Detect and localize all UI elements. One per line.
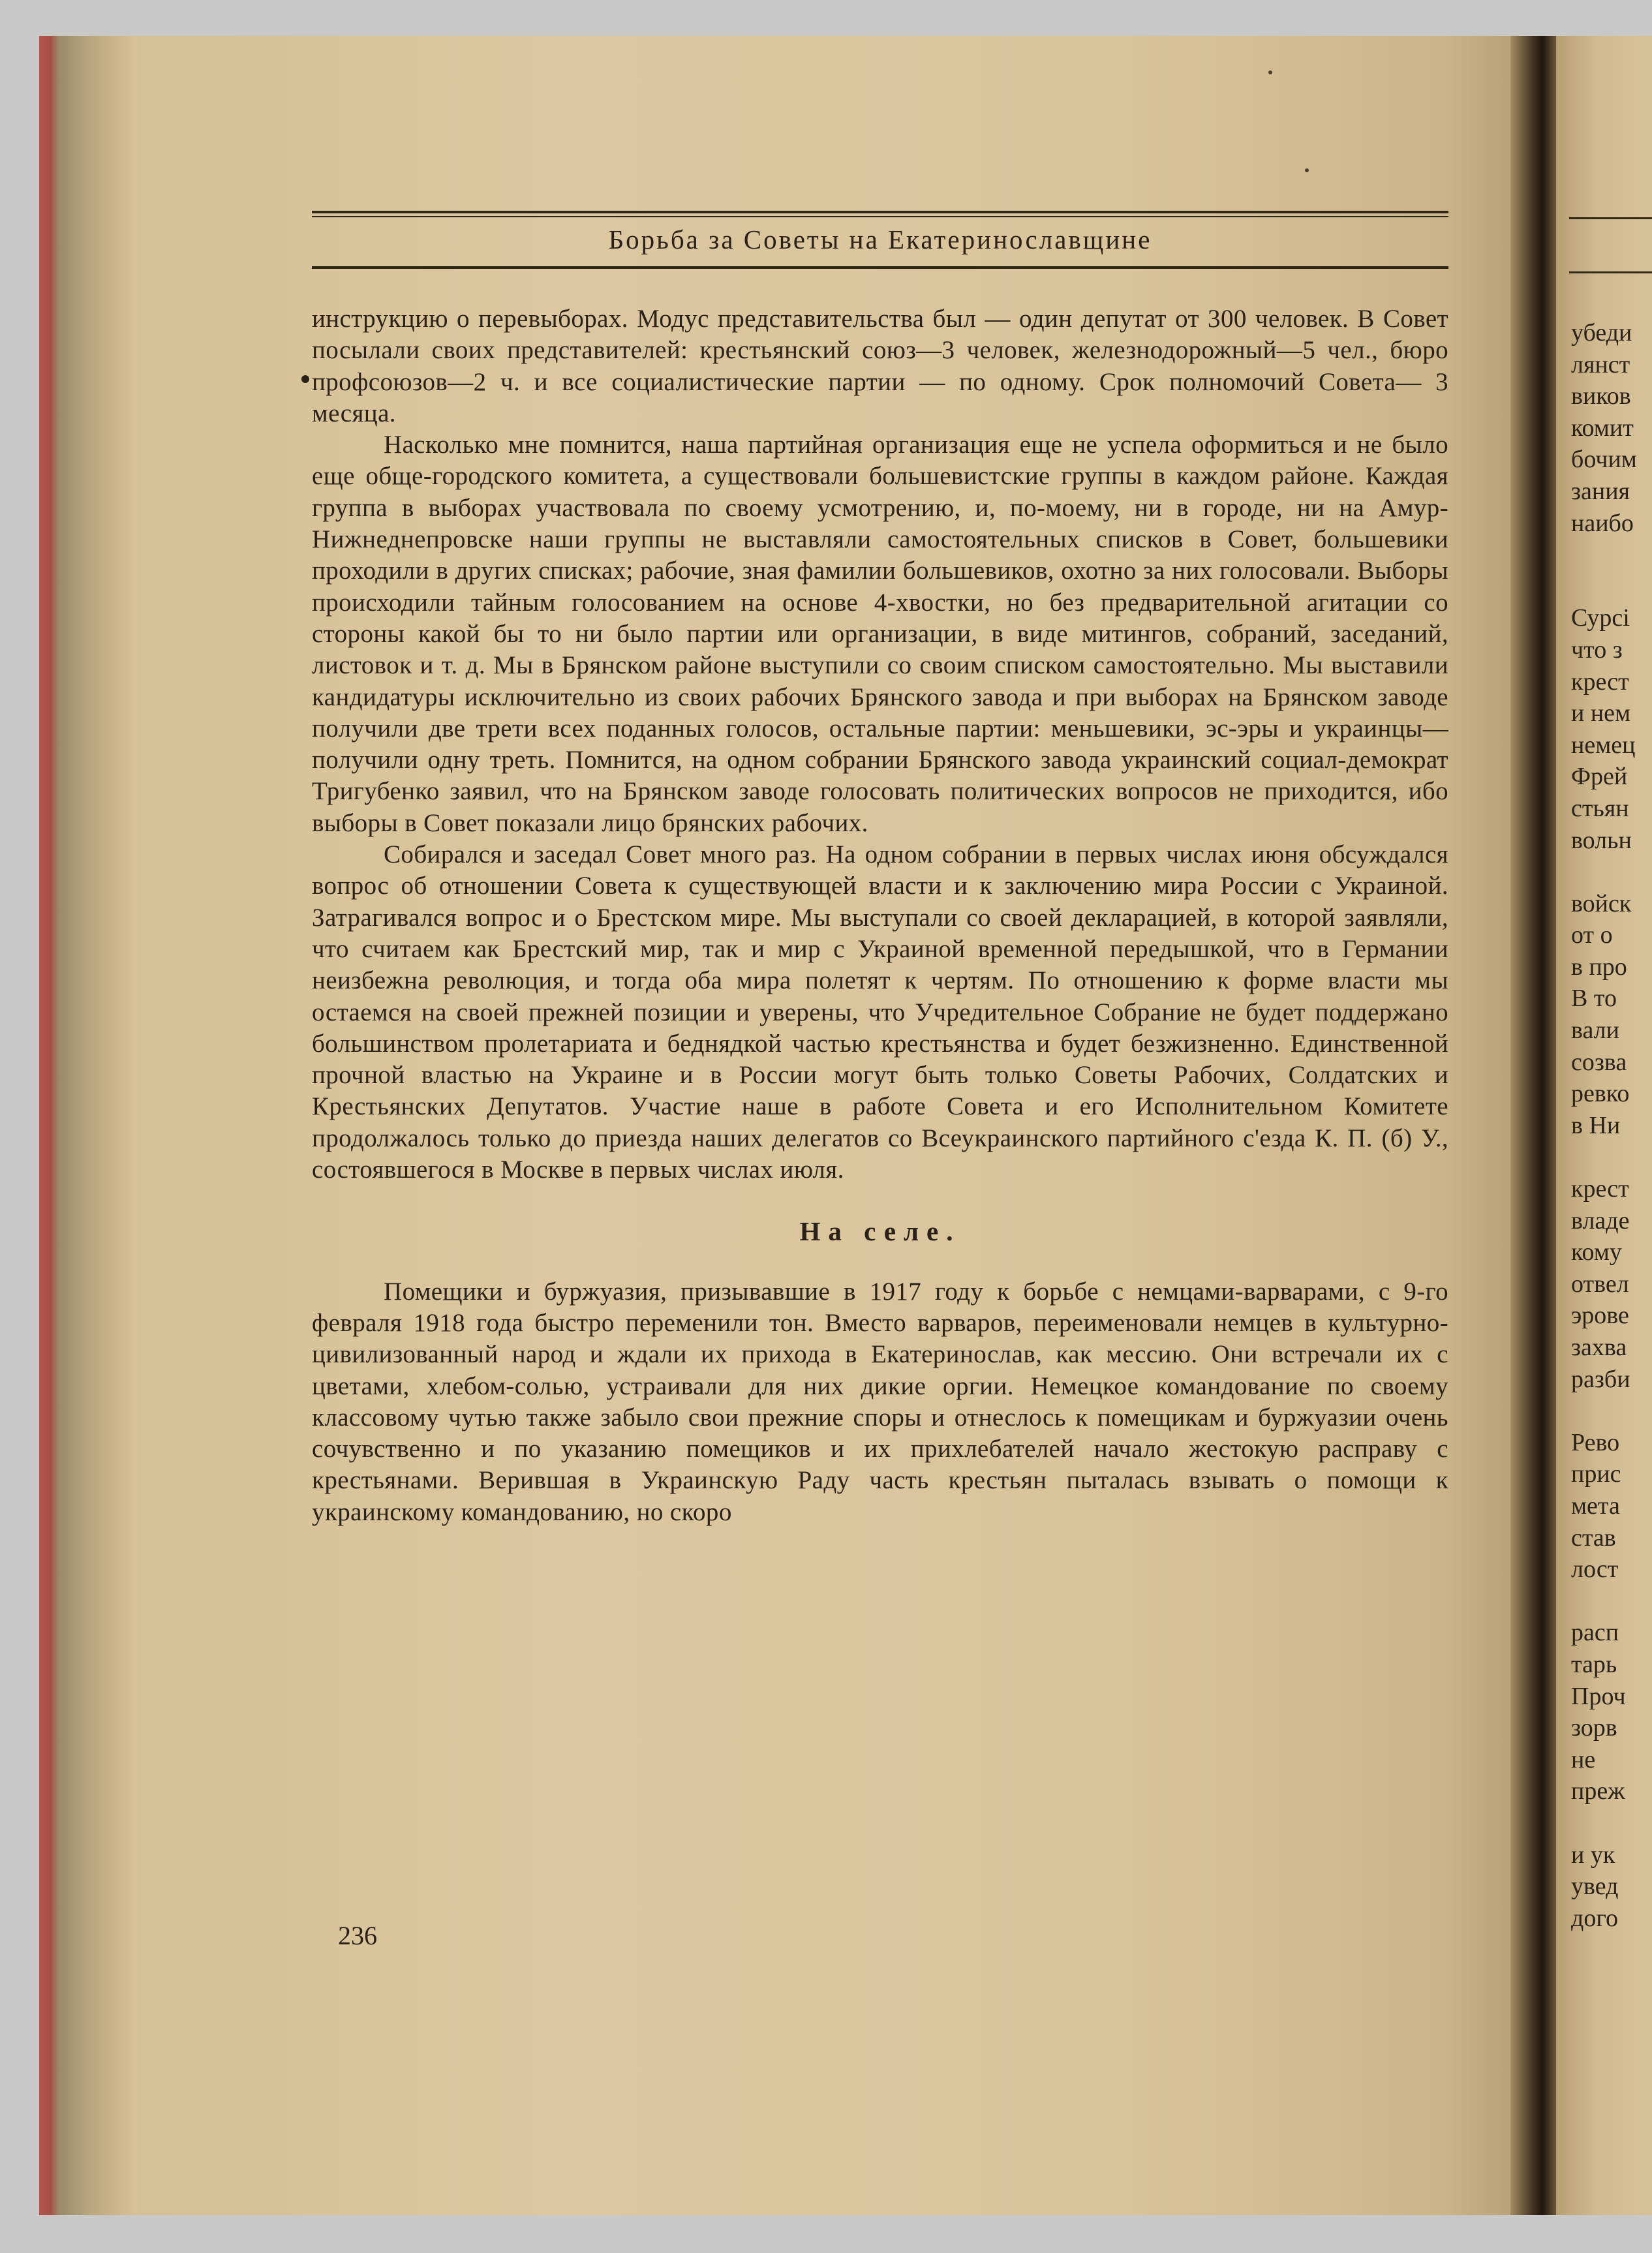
right-page-line: тарь [1571, 1650, 1617, 1678]
header-rule-top [312, 211, 1448, 213]
right-page-line: Проч [1571, 1682, 1626, 1710]
paragraph: Насколько мне помнится, наша партийная организация еще не успела оформиться и не было еще обще-городского комитета, а существовали большевистские группы в каждом районе. Каждая группа в выборах участвовала по своему усмотрению, и, по-моему, ни в городе, ни на Амур-Нижнеднепровске наши группы не выставляли самостоятельных списков в Совет, большевики проходили в других списках; рабочие, зная фамилии большевиков, охотно за них голосовали. Выборы происходили тайным голосованием на основе 4-хвостки, но без предварительной агитации со стороны какой бы то ни было партии или организации, в виде митингов, собраний, заседаний, листовок и т. д. Мы в Брянском районе выступили со своим списком самостоятельно. Мы выставили кандидатуры исключительно из своих рабочих Брянского завода и при выборах на Брянском заводе получили две трети всех поданных голосов, остальные партии: меньшевики, эс-эры и украинцы—получили одну треть. Помнится, на одном собрании Брянского завода украинский социал-демократ Тригубенко заявил, что на Брянском заводе голосовать политических вопросов не приходится, ибо выборы в Совет показали лицо брянских рабочих. [312, 431, 1448, 837]
right-page-line: отвел [1571, 1270, 1629, 1298]
right-page-line [1571, 571, 1652, 603]
margin-ink-mark [301, 375, 309, 383]
right-page-line: не [1571, 1745, 1596, 1773]
right-page-line: зорв [1571, 1714, 1617, 1742]
right-page-line: стьян [1571, 794, 1629, 822]
right-page-line: созва [1571, 1048, 1627, 1076]
right-page-line: крест [1571, 667, 1629, 696]
right-page-line: войск [1571, 889, 1632, 917]
right-page-line [1571, 539, 1652, 571]
right-page-header-rule-top [1569, 217, 1652, 219]
right-page-line [1571, 856, 1652, 888]
page-number: 236 [338, 1921, 377, 1950]
right-page-text-fragment [1571, 317, 1652, 1934]
right-page-line: в про [1571, 953, 1627, 981]
right-page-header-rule-bottom [1569, 271, 1652, 273]
right-page-line: бочим [1571, 446, 1637, 474]
paragraph: Помещики и буржуазия, призывавшие в 1917 году к борьбе с немцами-варварами, с 9-го февраля 1918 года быстро переменили тон. Вместо варваров, переименовали немцев в культурно-цивилизованный народ и ждали их прихода в Екатеринослав, как мессию. Они встречали их с цветами, хлебом-солью, устраивали для них дикие оргии. Немецкое командование по своему классовому чутью также забыло свои прежние споры и отнеслось к помещикам и буржуазии очень сочувственно и по указанию помещиков и их прихлебателей начало жестокую расправу с крестьянами. Верившая в Украинскую Раду часть крестьян пыталась взывать о помощи к украинскому командованию, но скоро [312, 1277, 1448, 1526]
right-page-line: став [1571, 1524, 1616, 1552]
right-page-line: крест [1571, 1175, 1629, 1203]
right-page-line: что з [1571, 636, 1623, 664]
running-head: Борьба за Советы на Екатеринославщине [608, 224, 1152, 254]
right-page-line: захва [1571, 1334, 1627, 1361]
right-page-line: увед [1571, 1873, 1619, 1901]
right-page-line: преж [1571, 1777, 1625, 1805]
right-page-line: лост [1571, 1556, 1619, 1584]
right-page-line: лянст [1571, 350, 1630, 378]
right-page-line [1571, 1395, 1652, 1427]
paragraph: инструкцию о перевыборах. Модус представительства был — один депутат от 300 человек. В Совет посылали своих представителей: крестьянский союз—3 человек, железнодорожный—5 чел., бюро профсоюзов—2 ч. и все социалистические партии — по одному. Срок полномочий Совета— 3 месяца. [312, 305, 1448, 427]
paragraph: Собирался и заседал Совет много раз. На одном собрании в первых числах июня обсуждался вопрос об отношении Совета к существующей власти и к заключению мира России с Украиной. Затрагивался вопрос и о Брестском мире. Мы выступали со своей декларацией, в которой заявляли, что считаем как Брестский мир, так и мир с Украиной временной передышкой, что в Германии неизбежна революция, и тогда оба мира полетят к чертям. По отношению к форме власти мы остаемся на своей прежней позиции и уверены, что Учредительное Собрание не будет поддержано большинством пролетариата и беднядкой частью крестьянства и будет безжизненно. Единственной прочной властью на Украине и в России могут быть только Советы Рабочих, Солдатских и Крестьянских Депутатов. Участие наше в работе Совета и его Исполнительном Комитете продолжалось только до приезда наших делегатов со Всеукраинского партийного с'езда К. П. (б) У., состоявшегося в Москве в первых числах июля. [312, 840, 1448, 1184]
right-page-line: кому [1571, 1238, 1622, 1266]
right-page-line: мета [1571, 1492, 1620, 1520]
right-page-line: в Ни [1571, 1111, 1621, 1139]
right-page-line: убеди [1571, 319, 1632, 346]
right-page-line: и ук [1571, 1841, 1615, 1869]
right-page-line: Сурсі [1571, 604, 1630, 632]
right-page-line: зания [1571, 477, 1630, 505]
right-page-line [1571, 1141, 1652, 1173]
page-speck [1268, 70, 1272, 74]
right-page-line: разби [1571, 1365, 1630, 1393]
header-rule-bottom [312, 266, 1448, 269]
right-page-line: и нем [1571, 699, 1631, 728]
right-page-line: Рево [1571, 1428, 1620, 1456]
right-page-line: эрове [1571, 1302, 1629, 1330]
right-page-line: виков [1571, 382, 1631, 410]
right-page-line: комит [1571, 414, 1634, 442]
section-heading: На селе. [799, 1216, 961, 1247]
header-rule-top-thin [312, 216, 1448, 217]
right-page-line: немец [1571, 731, 1636, 759]
right-page-line: владе [1571, 1206, 1630, 1234]
right-page-line: дого [1571, 1904, 1618, 1932]
right-page-line: наибо [1571, 509, 1634, 537]
right-page-line: Фрей [1571, 763, 1628, 791]
right-page-line [1571, 1807, 1652, 1839]
right-page-line: В то [1571, 985, 1617, 1013]
right-page-line: вольн [1571, 826, 1632, 854]
right-page-line: прис [1571, 1460, 1621, 1488]
book-binding-edge [39, 36, 137, 2215]
right-page-line: от о [1571, 921, 1613, 949]
right-page-line: ревко [1571, 1080, 1630, 1108]
right-page-line [1571, 1586, 1652, 1617]
page-speck [1305, 168, 1309, 172]
book-gutter-shadow [1510, 36, 1556, 2215]
main-text-column [312, 303, 1448, 1528]
right-page-line: вали [1571, 1017, 1619, 1045]
right-page-line: расп [1571, 1619, 1619, 1647]
